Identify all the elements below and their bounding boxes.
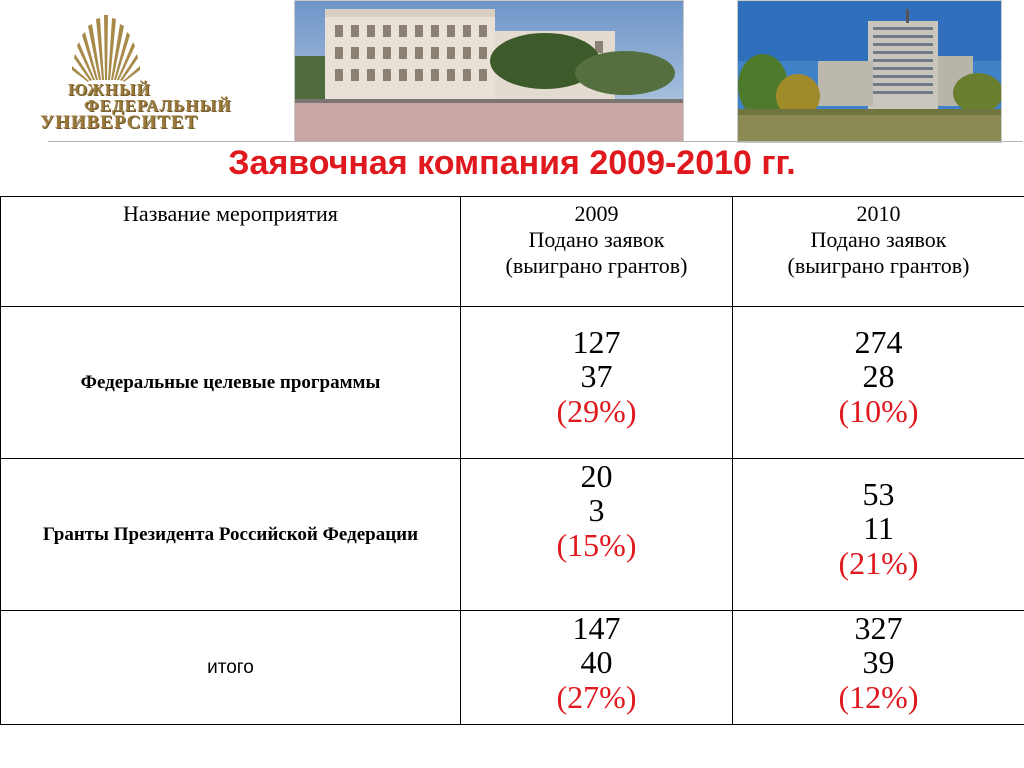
page-title: Заявочная компания 2009-2010 гг. — [228, 144, 796, 182]
event-name: Гранты Президента Российской Федерации — [1, 459, 461, 611]
grants-table — [0, 196, 1024, 725]
header-2009-line2: (выиграно грантов) — [505, 253, 688, 278]
table-header-row — [1, 197, 1024, 307]
won-value: 11 — [863, 510, 894, 546]
cell-2009 — [461, 307, 733, 459]
applied-value: 327 — [854, 610, 903, 646]
header-2009 — [461, 197, 733, 307]
table-row-total — [1, 611, 1024, 725]
header-2009-line1: Подано заявок — [528, 227, 665, 252]
logo-line-2: ФЕДЕРАЛЬНЫЙ — [84, 96, 232, 115]
percent-value: (29%) — [556, 393, 637, 429]
won-value: 39 — [862, 644, 895, 680]
header-2010-year: 2010 — [856, 201, 901, 226]
applied-value: 147 — [572, 610, 621, 646]
header-2010 — [733, 197, 1024, 307]
building-photo-2 — [737, 0, 1002, 143]
building-photo-1 — [294, 0, 684, 142]
header-divider — [48, 141, 1023, 142]
percent-value: (21%) — [838, 545, 919, 581]
applied-value: 274 — [854, 324, 903, 360]
university-logo — [34, 10, 234, 134]
applied-value: 53 — [862, 476, 895, 512]
logo-line-3: УНИВЕРСИТЕТ — [40, 112, 199, 133]
header-event — [1, 197, 461, 307]
won-value: 40 — [580, 644, 613, 680]
percent-value: (27%) — [556, 679, 637, 715]
percent-value: (12%) — [838, 679, 919, 715]
won-value: 28 — [862, 358, 895, 394]
event-name: Федеральные целевые программы — [1, 307, 461, 459]
header-2010-line1: Подано заявок — [810, 227, 947, 252]
header-2010-line2: (выиграно грантов) — [787, 253, 970, 278]
percent-value: (15%) — [556, 527, 637, 563]
cell-2010 — [733, 307, 1024, 459]
sunburst-emblem-icon — [34, 10, 234, 90]
cell-2010 — [733, 611, 1024, 725]
applied-value: 20 — [580, 458, 613, 494]
event-total-label: итого — [1, 611, 461, 725]
table-row — [1, 459, 1024, 611]
table-row — [1, 307, 1024, 459]
percent-value: (10%) — [838, 393, 919, 429]
cell-2009 — [461, 611, 733, 725]
applied-value: 127 — [572, 324, 621, 360]
cell-2010 — [733, 459, 1024, 611]
logo-line-1: ЮЖНЫЙ — [68, 80, 151, 99]
cell-2009 — [461, 459, 733, 611]
header-2009-year: 2009 — [574, 201, 619, 226]
won-value: 37 — [580, 358, 613, 394]
header-event-label: Название мероприятия — [123, 201, 338, 226]
won-value: 3 — [588, 492, 605, 528]
